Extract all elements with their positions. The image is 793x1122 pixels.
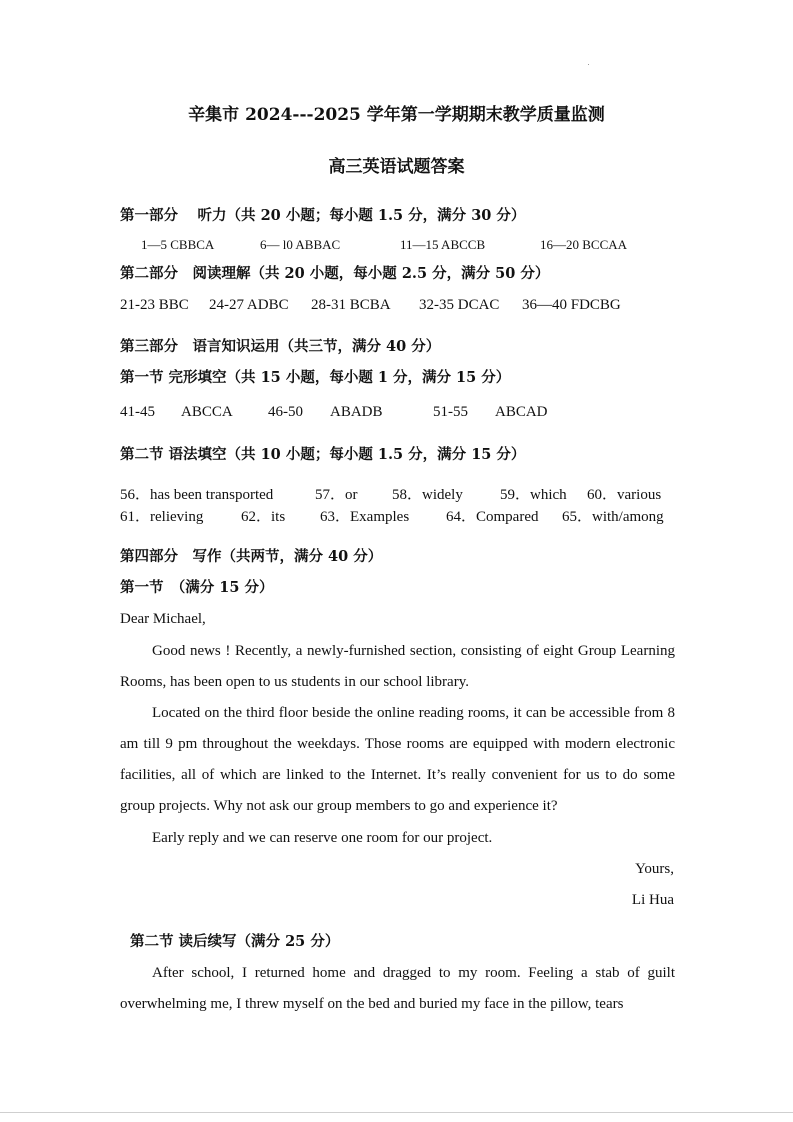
letter-paragraph: Early reply and we can reserve one room for our project. (152, 830, 493, 846)
part1-answer: 1—5 CBBCA (141, 237, 215, 252)
grammar-answer: 65．with/among (562, 509, 664, 525)
scan-speck (588, 64, 589, 65)
document-subtitle: 高三英语试题答案 (328, 157, 465, 177)
part4-section1-heading: 第一节 （满分 15 分） (120, 579, 274, 596)
part1-heading: 第一部分 听力（共 20 小题；每小题 1.5 分，满分 30 分） (120, 207, 526, 224)
continuation-paragraph: After school, I returned home and dragged to my room. Feeling a stab of guilt overwhelming me, I threw myself on the bed and buried my face in the pillow, tears (120, 965, 675, 1012)
part3-section2-heading: 第二节 语法填空（共 10 小题；每小题 1.5 分，满分 15 分） (120, 446, 526, 463)
grammar-answer: 59．which (500, 487, 567, 503)
grammar-answer: 58．widely (392, 487, 463, 503)
part2-answer: 32-35 DCAC (419, 297, 500, 313)
part4-section2-heading: 第二节 读后续写（满分 25 分） (130, 933, 340, 950)
grammar-answer: 61．relieving (120, 509, 204, 525)
part2-answer: 28-31 BCBA (311, 297, 391, 313)
grammar-answer: 57．or (315, 487, 358, 503)
letter-closing: Yours, (635, 861, 674, 877)
part2-answer: 21-23 BBC (120, 297, 189, 313)
part3-heading: 第三部分 语言知识运用（共三节，满分 40 分） (120, 338, 441, 355)
document-title: 辛集市 2024---2025 学年第一学期期末教学质量监测 (188, 105, 605, 125)
part3-section1-heading: 第一节 完形填空（共 15 小题，每小题 1 分，满分 15 分） (120, 369, 511, 386)
cloze-answers: ABCCA (181, 404, 233, 420)
part4-heading: 第四部分 写作（共两节，满分 40 分） (120, 548, 383, 565)
letter-salutation: Dear Michael, (120, 611, 206, 627)
part2-answer: 24-27 ADBC (209, 297, 289, 313)
grammar-answer: 63．Examples (320, 509, 410, 525)
letter-paragraph: Good news ! Recently, a newly-furnished section, consisting of eight Group Learning Rooms, has been open to us students in our school library. (120, 643, 675, 690)
part1-answer: 11—15 ABCCB (400, 237, 486, 252)
grammar-answer: 62．its (241, 509, 286, 525)
grammar-answer: 60．various (587, 487, 662, 503)
part1-answer: 16—20 BCCAA (540, 237, 628, 252)
part1-answer: 6— l0 ABBAC (260, 237, 341, 252)
part2-heading: 第二部分 阅读理解（共 20 小题，每小题 2.5 分，满分 50 分） (120, 265, 550, 282)
cloze-answers: ABCAD (495, 404, 548, 420)
part2-answer: 36—40 FDCBG (522, 297, 621, 313)
page-bottom-border (0, 1112, 793, 1113)
grammar-answer: 64．Compared (446, 509, 539, 525)
cloze-range: 41-45 (120, 404, 155, 420)
letter-signature: Li Hua (631, 892, 674, 908)
grammar-answer: 56．has been transported (120, 487, 274, 503)
cloze-range: 51-55 (433, 404, 468, 420)
cloze-range: 46-50 (268, 404, 303, 420)
letter-paragraph: Located on the third floor beside the online reading rooms, it can be accessible from 8 am till 9 pm throughout the weekdays. Those rooms are equipped with modern electronic facilities, all of which are linked to the Internet. It’s really convenient for us to do some group projects. Why not ask our group members to go and experience it? (120, 705, 675, 814)
cloze-answers: ABADB (330, 404, 383, 420)
